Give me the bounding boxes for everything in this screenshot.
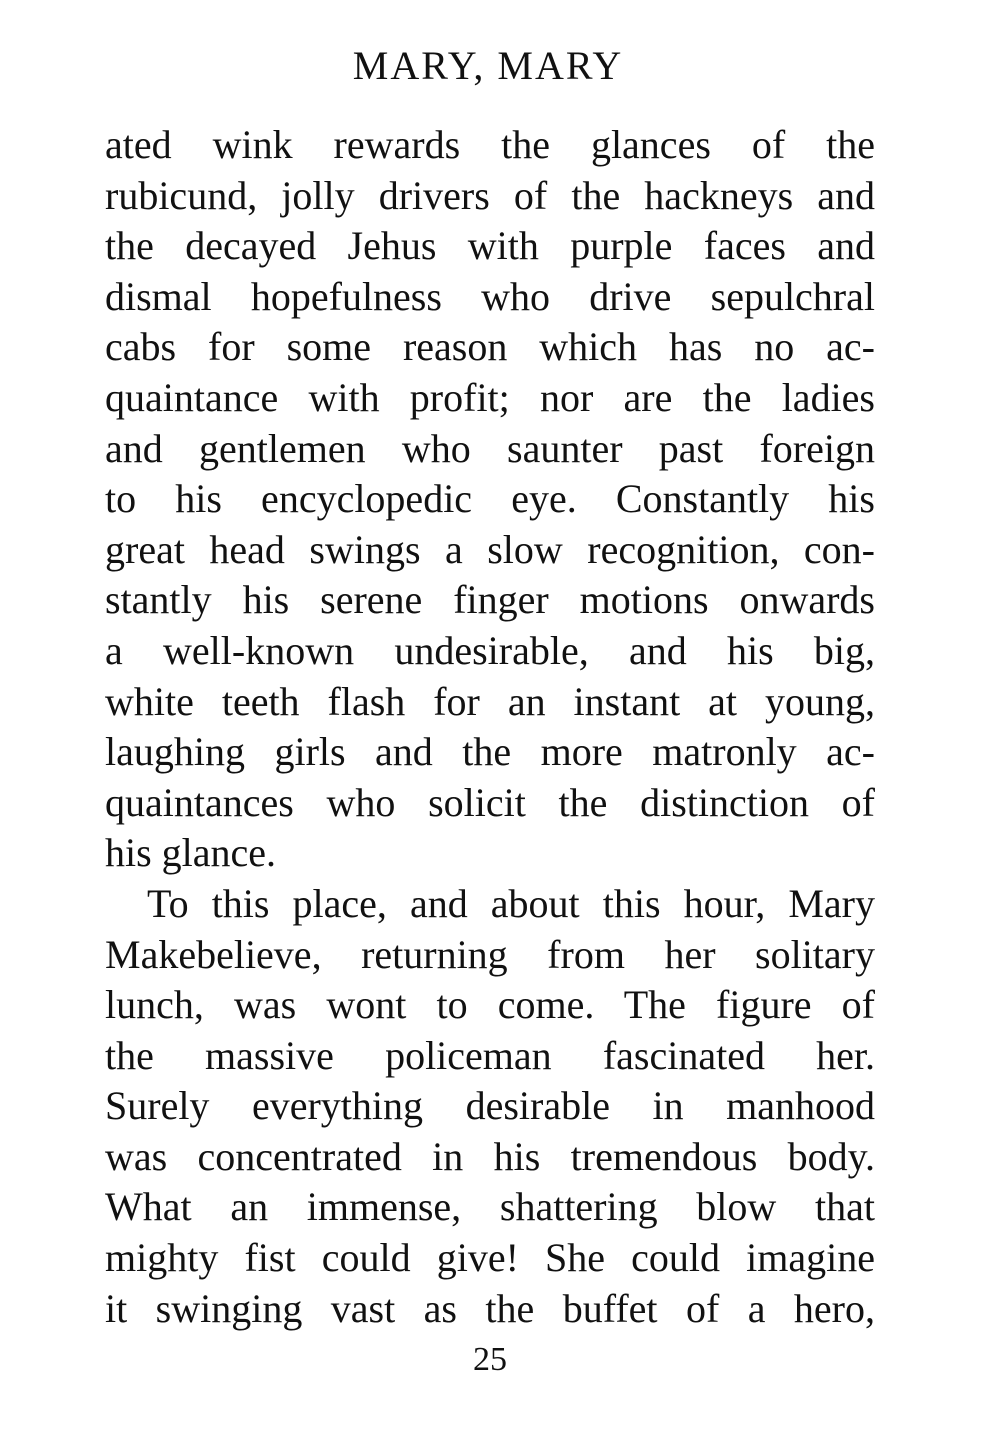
text-line: a well-known undesirable, and his big, <box>105 627 875 673</box>
text-line: lunch, was wont to come. The figure of <box>105 982 875 1028</box>
text-line: great head swings a slow recognition, con- <box>105 526 875 572</box>
text-line: white teeth flash for an instant at young, <box>105 678 875 724</box>
page-number: 25 <box>473 1341 507 1378</box>
text-line: quaintance with profit; nor are the ladies <box>105 374 875 420</box>
text-line: To this place, and about this hour, Mary <box>147 880 875 926</box>
text-line: rubicund, jolly drivers of the hackneys and <box>105 172 875 218</box>
running-head: MARY, MARY <box>352 43 624 88</box>
text-line: was concentrated in his tremendous body. <box>105 1133 875 1179</box>
paragraph <box>105 120 875 879</box>
text-line: it swinging vast as the buffet of a hero, <box>105 1285 875 1331</box>
text-line: What an immense, shattering blow that <box>105 1184 875 1230</box>
text-line: his glance. <box>105 830 277 876</box>
text-line: quaintances who solicit the distinction of <box>105 779 875 825</box>
text-line: ated wink rewards the glances of the <box>105 122 875 167</box>
text-line: to his encyclopedic eye. Constantly his <box>105 476 875 522</box>
body-text <box>105 120 875 1334</box>
text-line: dismal hopefulness who drive sepulchral <box>105 273 875 319</box>
text-line: laughing girls and the more matronly ac- <box>105 729 875 775</box>
text-line: Surely everything desirable in manhood <box>105 1083 875 1129</box>
paragraph <box>105 879 875 1334</box>
text-line: cabs for some reason which has no ac- <box>105 324 875 370</box>
text-line: Makebelieve, returning from her solitary <box>105 931 875 977</box>
text-line: the decayed Jehus with purple faces and <box>105 223 875 269</box>
text-line: the massive policeman fascinated her. <box>105 1032 875 1078</box>
text-line: mighty fist could give! She could imagine <box>105 1235 875 1281</box>
text-line: stantly his serene finger motions onwards <box>105 577 875 623</box>
text-line: and gentlemen who saunter past foreign <box>105 425 875 471</box>
